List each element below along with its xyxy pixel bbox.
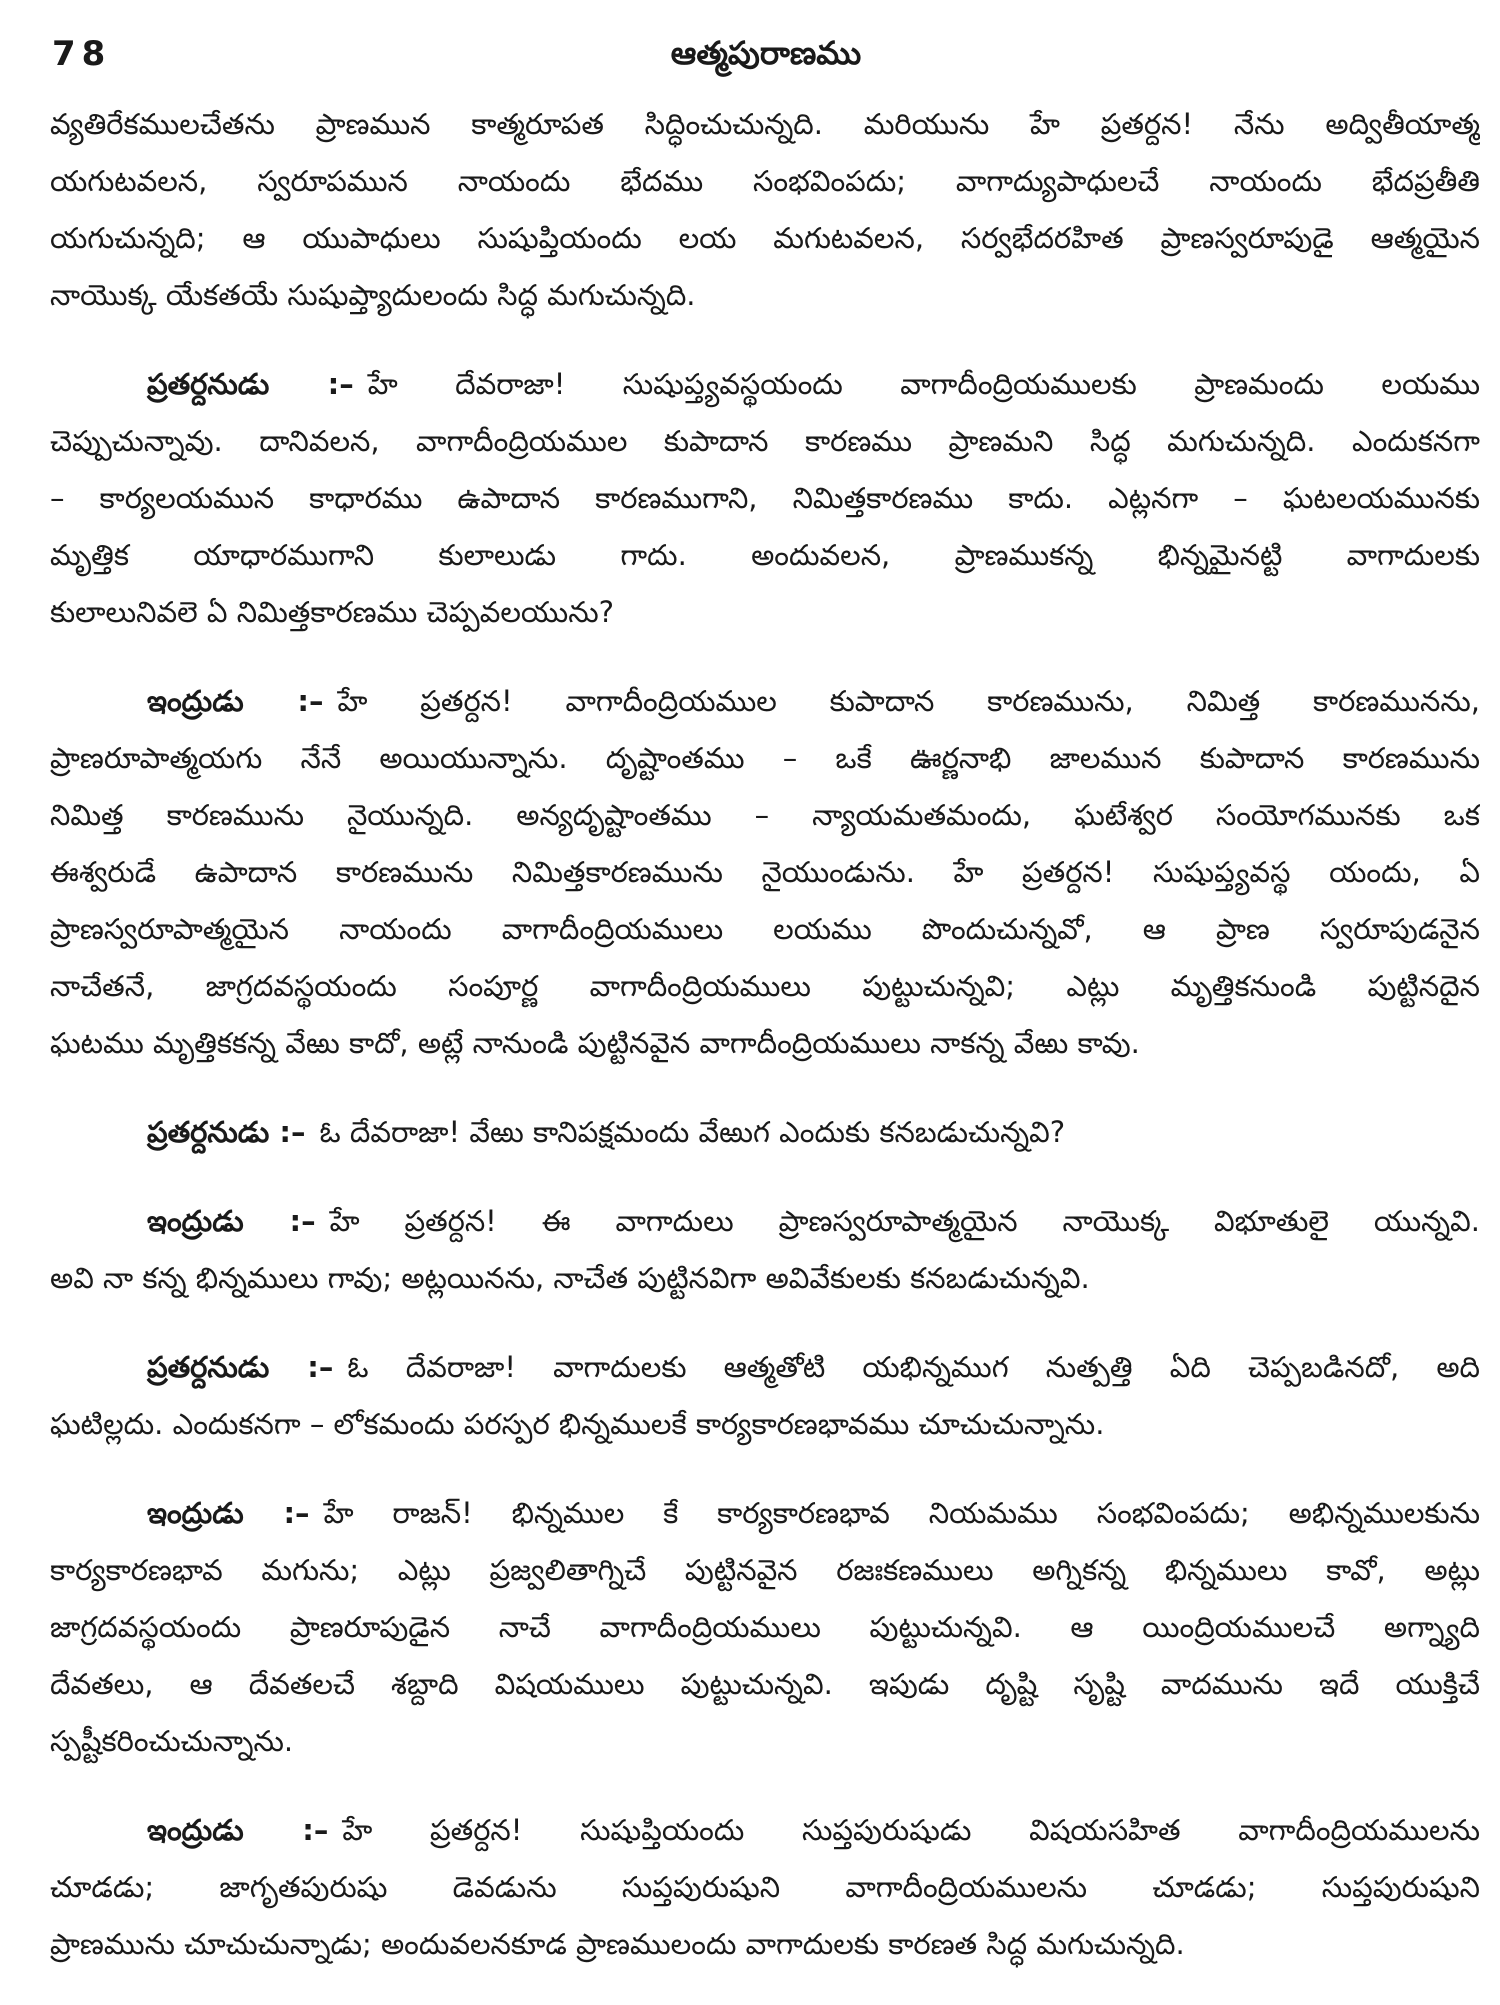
speaker-label: ప్రతర్దనుడు :– (147, 1115, 306, 1149)
text-line (50, 210, 1480, 267)
text-line (50, 527, 1480, 584)
text-line (50, 901, 1480, 958)
line-text: కార్యకారణభావ మగును; ఎట్లు ప్రజ్వలితాగ్నిచే పుట్టినవైన రజఃకణములు అగ్నికన్న భిన్నములు కావో, అట్లు (50, 1553, 1480, 1587)
line-text: చెప్పుచున్నావు. దానివలన, వాగాదీంద్రియముల కుపాదాన కారణము ప్రాణమని సిద్ధ మగుచున్నది. ఎందుకనగా (50, 424, 1480, 458)
line-text: చూడడు; జాగృతపురుషు డెవడును సుప్తపురుషుని వాగాదీంద్రియములను చూడడు; సుప్తపురుషుని (50, 1870, 1480, 1904)
line-text: హే ప్రతర్దన! ఈ వాగాదులు ప్రాణస్వరూపాత్మయైన నాయొక్క విభూతులై యున్నవి. (329, 1204, 1480, 1238)
text-line (50, 470, 1480, 527)
line-text: ఓ దేవరాజా! వేఱు కానిపక్షమందు వేఱుగ ఎందుకు కనబడుచున్నవి? (319, 1115, 1066, 1149)
running-title: ఆత్మపురాణము (670, 34, 862, 72)
text-line (50, 1250, 1480, 1307)
dialogue-paragraph (50, 673, 1480, 1072)
speaker-label: ఇంద్రుడు :– (147, 1496, 310, 1530)
line-text: ఘటము మృత్తికకన్న వేఱు కాదో, అట్లే నానుండి పుట్టినవైన వాగాదీంద్రియములు నాకన్న వేఱు కావు. (50, 1026, 1140, 1060)
text-line (50, 413, 1480, 470)
text-line (50, 673, 1480, 730)
line-text: యగుచున్నది; ఆ యుపాధులు సుషుప్తియందు లయ మగుటవలన, సర్వభేదరహిత ప్రాణస్వరూపుడై ఆత్మయైన (50, 221, 1480, 255)
text-line (50, 1485, 1480, 1542)
text-line (50, 1396, 1480, 1453)
line-text: వ్యతిరేకములచేతను ప్రాణమున కాత్మరూపత సిద్ధించుచున్నది. మరియును హే ప్రతర్దన! నేను అద్వితీయాత్మ (50, 107, 1480, 141)
text-line (50, 1104, 1480, 1161)
speaker-label: ఇంద్రుడు :– (147, 1813, 329, 1847)
text-line (50, 356, 1480, 413)
line-text: హే రాజన్! భిన్నముల కే కార్యకారణభావ నియమము సంభవింపదు; అభిన్నములకును (323, 1496, 1480, 1530)
text-line (50, 1193, 1480, 1250)
dialogue-paragraph (50, 356, 1480, 641)
text-line (50, 1802, 1480, 1859)
line-text: జాగ్రదవస్థయందు ప్రాణరూపుడైన నాచే వాగాదీంద్రియములు పుట్టుచున్నవి. ఆ యింద్రియములచే అగ్న్యాది (50, 1610, 1480, 1644)
line-text: హే దేవరాజా! సుషుప్త్యవస్థయందు వాగాదీంద్రియములకు ప్రాణమందు లయము (367, 367, 1480, 401)
line-text: మృత్తిక యాధారముగాని కులాలుడు గాదు. అందువలన, ప్రాణముకన్న భిన్నమైనట్టి వాగాదులకు (50, 538, 1480, 572)
text-line (50, 787, 1480, 844)
line-text: హే ప్రతర్దన! వాగాదీంద్రియముల కుపాదాన కారణమును, నిమిత్త కారణమునను, (337, 684, 1480, 718)
line-text: నాయొక్క యేకతయే సుషుప్త్యాదులందు సిద్ధ మగుచున్నది. (50, 278, 696, 312)
line-text: ఘటిల్లదు. ఎందుకనగా – లోకమందు పరస్పర భిన్నములకే కార్యకారణభావము చూచుచున్నాను. (50, 1407, 1105, 1441)
text-line (50, 844, 1480, 901)
line-text: అవి నా కన్న భిన్నములు గావు; అట్లయినను, నాచేత పుట్టినవిగా అవివేకులకు కనబడుచున్నవి. (50, 1261, 1090, 1295)
text-line (50, 1599, 1480, 1656)
text-line (50, 1015, 1480, 1072)
text-line (50, 1916, 1480, 1973)
text-line (50, 1542, 1480, 1599)
line-text: నాచేతనే, జాగ్రదవస్థయందు సంపూర్ణ వాగాదీంద్రియములు పుట్టుచున్నవి; ఎట్లు మృత్తికనుండి పుట్టినదైన (50, 969, 1480, 1003)
text-line (50, 1656, 1480, 1713)
line-text: హే ప్రతర్దన! సుషుప్తియందు సుప్తపురుషుడు విషయసహిత వాగాదీంద్రియములను (342, 1813, 1480, 1847)
line-text: ప్రాణరూపాత్మయగు నేనే అయియున్నాను. దృష్టాంతము – ఒకే ఊర్ణనాభి జాలమున కుపాదాన కారణమును (50, 741, 1480, 775)
speaker-label: ప్రతర్దనుడు :– (147, 367, 354, 401)
page-header (52, 34, 1480, 78)
line-text: నిమిత్త కారణమును నైయున్నది. అన్యదృష్టాంతము – న్యాయమతమందు, ఘటేశ్వర సంయోగమునకు ఒక (50, 798, 1480, 832)
text-line (50, 267, 1480, 324)
dialogue-paragraph (50, 1193, 1480, 1307)
dialogue-paragraph (50, 1104, 1480, 1161)
line-text: ప్రాణమును చూచుచున్నాడు; అందువలనకూడ ప్రాణములందు వాగాదులకు కారణత సిద్ధ మగుచున్నది. (50, 1927, 1185, 1961)
line-text: ప్రాణస్వరూపాత్మయైన నాయందు వాగాదీంద్రియములు లయము పొందుచున్నవో, ఆ ప్రాణ స్వరూపుడనైన (50, 912, 1480, 946)
line-text: – కార్యలయమున కాధారము ఉపాదాన కారణముగాని, నిమిత్తకారణము కాదు. ఎట్లనగా – ఘటలయమునకు (50, 481, 1480, 515)
dialogue-paragraph (50, 1339, 1480, 1453)
text-line (50, 584, 1480, 641)
dialogue-paragraph (50, 1485, 1480, 1770)
text-line (50, 730, 1480, 787)
text-line (50, 1859, 1480, 1916)
speaker-label: ప్రతర్దనుడు :– (147, 1350, 334, 1384)
text-line (50, 153, 1480, 210)
line-text: దేవతలు, ఆ దేవతలచే శబ్దాది విషయములు పుట్టుచున్నవి. ఇపుడు దృష్టి సృష్టి వాదమును ఇదే యుక్తిచే (50, 1667, 1480, 1701)
line-text: యగుటవలన, స్వరూపమున నాయందు భేదము సంభవింపదు; వాగాద్యుపాధులచే నాయందు భేదప్రతీతి (50, 164, 1480, 198)
speaker-label: ఇంద్రుడు :– (147, 684, 324, 718)
page-number: 78 (52, 34, 112, 74)
line-text: స్పష్టీకరించుచున్నాను. (50, 1724, 294, 1758)
text-line (50, 96, 1480, 153)
text-line (50, 1713, 1480, 1770)
text-line (50, 958, 1480, 1015)
dialogue-paragraph (50, 1802, 1480, 1973)
page-body (50, 96, 1480, 2005)
paragraph (50, 96, 1480, 324)
line-text: కులాలునివలె ఏ నిమిత్తకారణము చెప్పవలయును? (50, 595, 615, 629)
text-line (50, 1339, 1480, 1396)
line-text: ఈశ్వరుడే ఉపాదాన కారణమును నిమిత్తకారణమును నైయుండును. హే ప్రతర్దన! సుషుప్త్యవస్థ యందు, ఏ (50, 855, 1480, 889)
speaker-label: ఇంద్రుడు :– (147, 1204, 316, 1238)
line-text: ఓ దేవరాజా! వాగాదులకు ఆత్మతోటి యభిన్నముగ నుత్పత్తి ఏది చెప్పబడినదో, అది (347, 1350, 1480, 1384)
